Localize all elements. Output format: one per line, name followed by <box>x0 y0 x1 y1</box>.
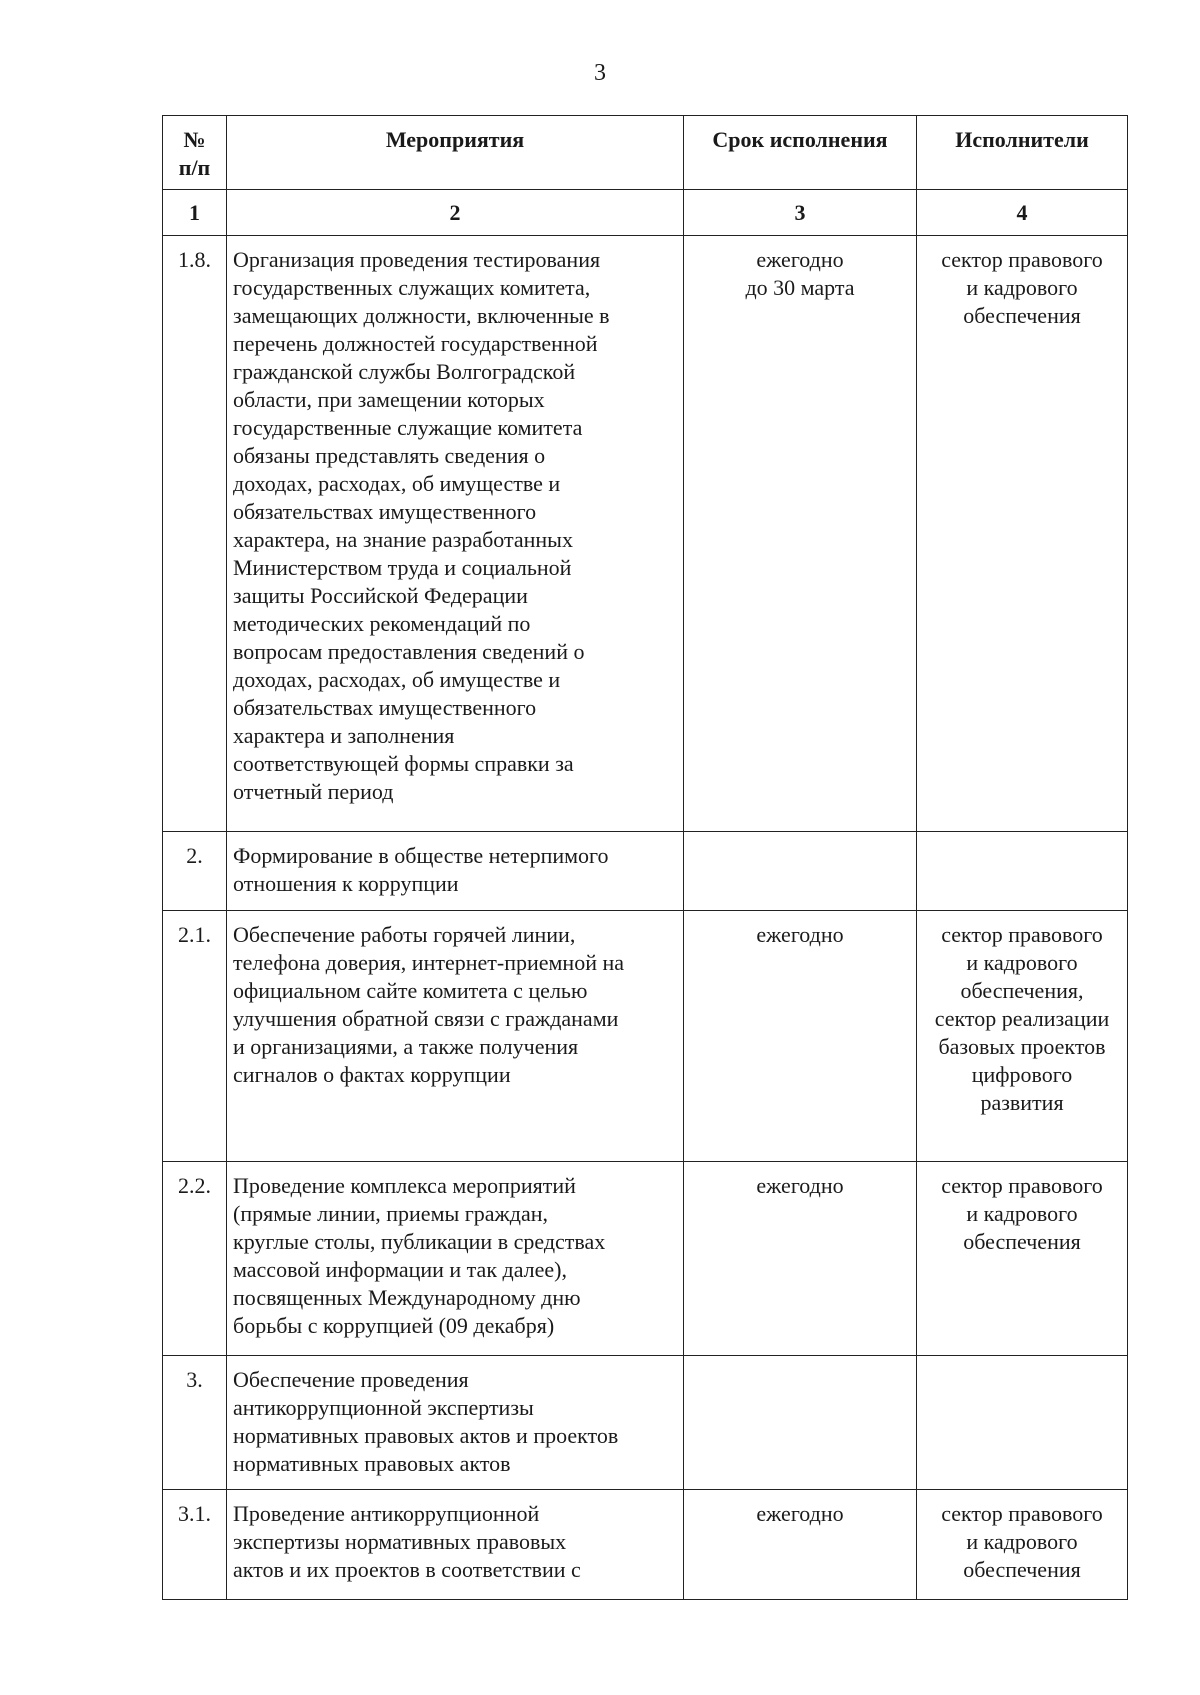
header-row <box>163 116 1128 190</box>
column-index-1: 1 <box>163 190 227 236</box>
page-number: 3 <box>594 60 606 86</box>
row-number: 2. <box>163 832 227 911</box>
row-term <box>684 832 917 911</box>
column-index-row <box>163 190 1128 236</box>
table-row <box>163 236 1128 832</box>
table-row <box>163 1162 1128 1356</box>
row-term <box>684 1356 917 1490</box>
row-term: ежегодно <box>684 1162 917 1356</box>
row-number: 2.1. <box>163 911 227 1162</box>
row-activity: Проведение антикоррупционной экспертизы нормативных правовых актов и их проектов в соответствии с <box>227 1490 684 1600</box>
header-term: Срок исполнения <box>684 116 917 190</box>
row-activity: Проведение комплекса мероприятий (прямые линии, приемы граждан, круглые столы, публикации в средствах массовой информации и так далее), посвященных Международному дню борьбы с коррупцией (09 декабря) <box>227 1162 684 1356</box>
row-number: 1.8. <box>163 236 227 832</box>
activities-table <box>162 115 1128 1600</box>
table-row <box>163 1490 1128 1600</box>
row-executors: сектор правового и кадрового обеспечения <box>917 236 1128 832</box>
header-num: № п/п <box>163 116 227 190</box>
row-activity: Обеспечение работы горячей линии, телефона доверия, интернет-приемной на официальном сайте комитета с целью улучшения обратной связи с гражданами и организациями, а также получения сигналов о фактах коррупции <box>227 911 684 1162</box>
column-index-3: 3 <box>684 190 917 236</box>
row-executors <box>917 832 1128 911</box>
row-executors: сектор правового и кадрового обеспечения, сектор реализации базовых проектов цифрового развития <box>917 911 1128 1162</box>
column-index-2: 2 <box>227 190 684 236</box>
table-row <box>163 911 1128 1162</box>
row-executors: сектор правового и кадрового обеспечения <box>917 1490 1128 1600</box>
row-term: ежегодно <box>684 911 917 1162</box>
row-number: 3. <box>163 1356 227 1490</box>
header-activity: Мероприятия <box>227 116 684 190</box>
header-executors: Исполнители <box>917 116 1128 190</box>
row-number: 2.2. <box>163 1162 227 1356</box>
row-executors: сектор правового и кадрового обеспечения <box>917 1162 1128 1356</box>
row-term: ежегодно до 30 марта <box>684 236 917 832</box>
row-term: ежегодно <box>684 1490 917 1600</box>
row-activity: Организация проведения тестирования государственных служащих комитета, замещающих должности, включенные в перечень должностей государственной гражданской службы Волгоградской области, при замещении которых государственные служащие комитета обязаны представлять сведения о доходах, расходах, об имуществе и обязательствах имущественного характера, на знание разработанных Министерством труда и социальной защиты Российской Федерации методических рекомендаций по вопросам предоставления сведений о доходах, расходах, об имуществе и обязательствах имущественного характера и заполнения соответствующей формы справки за отчетный период <box>227 236 684 832</box>
row-executors <box>917 1356 1128 1490</box>
row-activity: Формирование в обществе нетерпимого отношения к коррупции <box>227 832 684 911</box>
table-row <box>163 1356 1128 1490</box>
table-row <box>163 832 1128 911</box>
column-index-4: 4 <box>917 190 1128 236</box>
row-activity: Обеспечение проведения антикоррупционной экспертизы нормативных правовых актов и проектов нормативных правовых актов <box>227 1356 684 1490</box>
row-number: 3.1. <box>163 1490 227 1600</box>
